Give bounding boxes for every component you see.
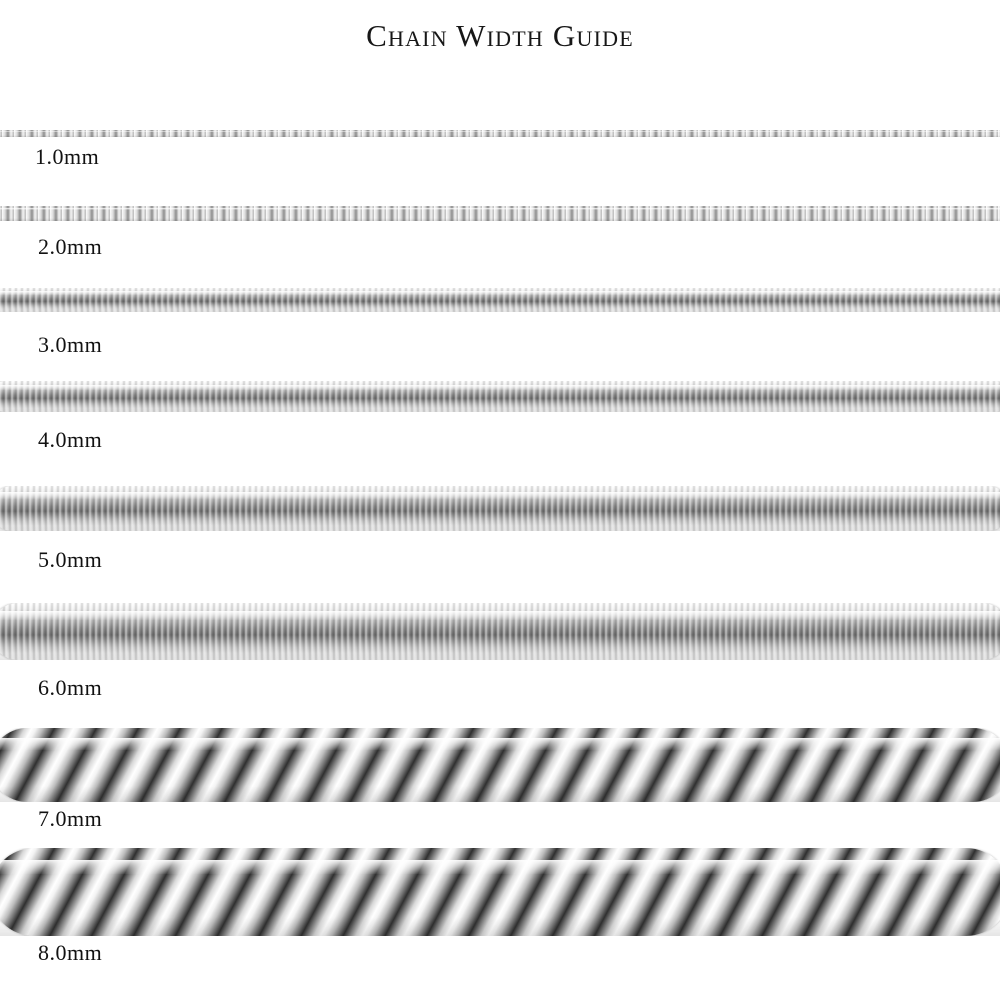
- chain-graphic-snake: [0, 381, 1000, 412]
- chain-shadow: [0, 521, 1000, 531]
- chain-shadow: [0, 647, 1000, 660]
- chain-strand-7-0mm: [0, 728, 1000, 802]
- chain-graphic-snake: [0, 603, 1000, 660]
- chain-highlight: [0, 208, 1000, 210]
- chain-shadow: [0, 786, 1000, 802]
- chain-graphic-cable: [0, 130, 1000, 137]
- chain-strand-6-0mm: [0, 603, 1000, 660]
- chain-shadow: [0, 307, 1000, 312]
- chain-shadow: [0, 917, 1000, 936]
- chain-highlight: [0, 611, 1000, 620]
- chain-strand-5-0mm: [0, 486, 1000, 531]
- chain-shadow: [0, 135, 1000, 137]
- chain-width-label: 3.0mm: [38, 332, 103, 357]
- chain-strand-8-0mm: [0, 848, 1000, 936]
- chain-width-label: 4.0mm: [38, 427, 103, 452]
- chain-graphic-snake: [0, 486, 1000, 531]
- chain-strand-4-0mm: [0, 381, 1000, 412]
- chain-shadow: [0, 405, 1000, 412]
- chain-width-label: 8.0mm: [38, 940, 103, 965]
- chain-strand-3-0mm: [0, 288, 1000, 312]
- chain-highlight: [0, 385, 1000, 390]
- chain-strand-2-0mm: [0, 206, 1000, 221]
- chain-highlight: [0, 131, 1000, 132]
- chain-highlight: [0, 860, 1000, 874]
- chain-graphic-rope: [0, 728, 1000, 802]
- chain-width-label: 1.0mm: [35, 144, 100, 169]
- chain-strand-1-0mm: [0, 130, 1000, 137]
- chain-width-label: 5.0mm: [38, 547, 103, 572]
- chain-highlight: [0, 738, 1000, 750]
- chain-width-label: 2.0mm: [38, 234, 103, 259]
- chain-width-label: 6.0mm: [38, 675, 103, 700]
- chain-graphic-rope: [0, 848, 1000, 936]
- page-title: Chain Width Guide: [366, 18, 634, 53]
- chain-width-label: 7.0mm: [38, 806, 103, 831]
- chain-highlight: [0, 492, 1000, 499]
- chain-shadow: [0, 218, 1000, 221]
- chain-graphic-cable: [0, 206, 1000, 221]
- chain-graphic-snake: [0, 288, 1000, 312]
- chain-highlight: [0, 291, 1000, 295]
